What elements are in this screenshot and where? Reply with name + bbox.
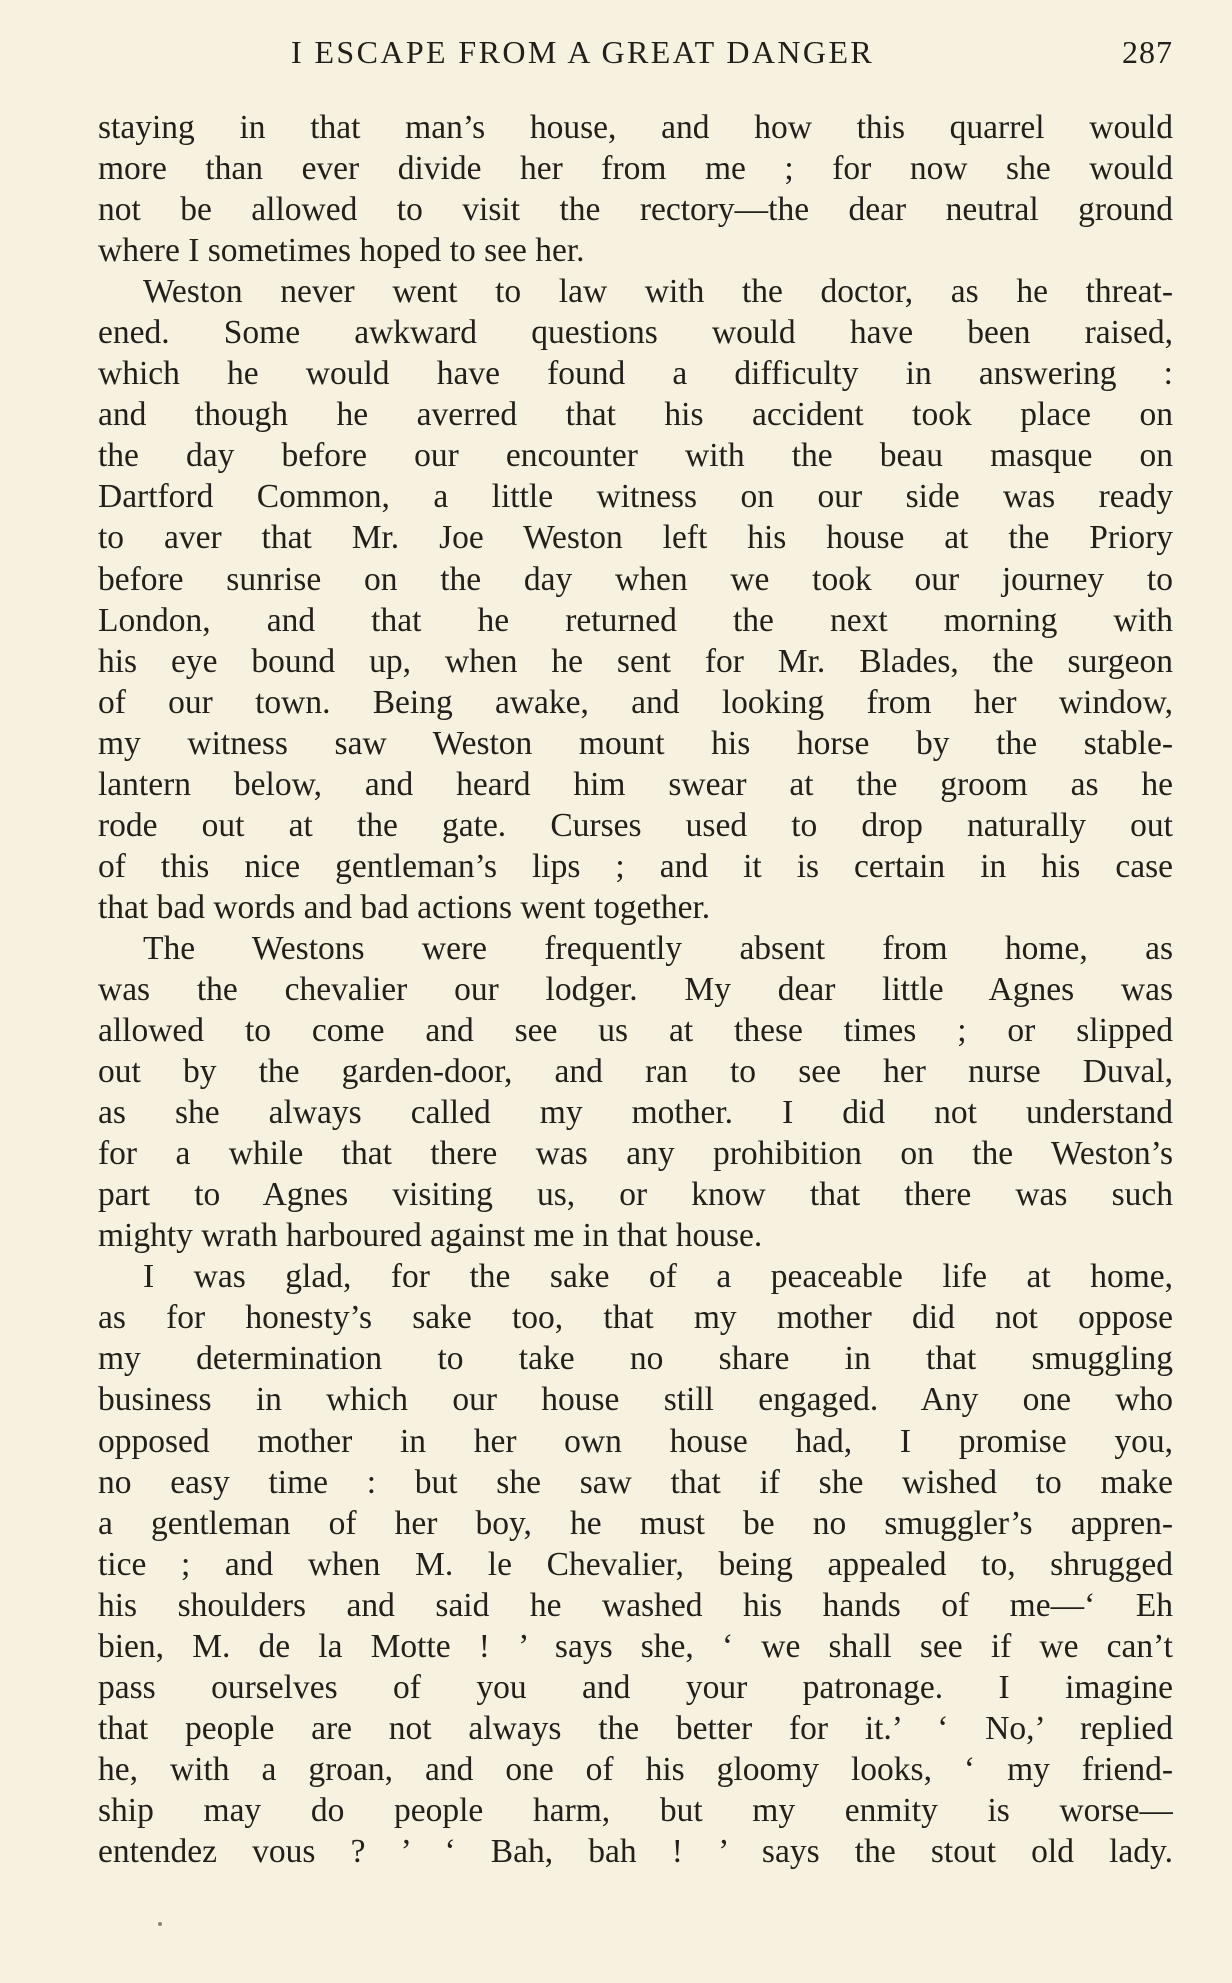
text-line: business in which our house still engaged. Any one who [98, 1381, 1173, 1419]
text-line: more than ever divide her from me ; for now she would [98, 150, 1173, 188]
text-line: I was glad, for the sake of a peaceable life at home, [143, 1258, 1173, 1296]
text-line: was the chevalier our lodger. My dear little Agnes was [98, 970, 1173, 1008]
text-line: of our town. Being awake, and looking from her window, [98, 683, 1173, 721]
text-line: for a while that there was any prohibition on the Weston’s [98, 1135, 1173, 1173]
text-line: his shoulders and said he washed his hands of me—‘ Eh [98, 1586, 1173, 1624]
text-line: lantern below, and heard him swear at the groom as he [98, 765, 1173, 803]
text-line: which he would have found a difficulty in answering : [98, 355, 1173, 393]
text-line: Weston never went to law with the doctor, as he threat- [143, 273, 1173, 311]
text-line: and though he averred that his accident took place on [98, 396, 1173, 434]
running-head [98, 0, 1173, 92]
text-line: bien, M. de la Motte ! ’ says she, ‘ we shall see if we can’t [98, 1627, 1173, 1665]
text-line: that bad words and bad actions went together. [98, 888, 711, 926]
body-text [98, 107, 1173, 1872]
page-number: 287 [1122, 34, 1173, 70]
text-line: as for honesty’s sake too, that my mother did not oppose [98, 1299, 1173, 1337]
text-line: pass ourselves of you and your patronage. I imagine [98, 1668, 1173, 1706]
text-line: part to Agnes visiting us, or know that there was such [98, 1176, 1173, 1214]
text-line: London, and that he returned the next morning with [98, 601, 1173, 639]
text-line: his eye bound up, when he sent for Mr. Blades, the surgeon [98, 642, 1173, 680]
text-line: of this nice gentleman’s lips ; and it is certain in his case [98, 847, 1173, 885]
text-line: before sunrise on the day when we took our journey to [98, 560, 1173, 598]
text-line: tice ; and when M. le Chevalier, being appealed to, shrugged [98, 1545, 1173, 1583]
text-line: opposed mother in her own house had, I promise you, [98, 1422, 1173, 1460]
text-line: mighty wrath harboured against me in that house. [98, 1217, 763, 1255]
text-line: out by the garden-door, and ran to see her nurse Duval, [98, 1053, 1173, 1091]
paper-speck [158, 1922, 162, 1926]
text-line: he, with a groan, and one of his gloomy looks, ‘ my friend- [98, 1750, 1173, 1788]
text-line: as she always called my mother. I did not understand [98, 1094, 1173, 1132]
text-line: to aver that Mr. Joe Weston left his house at the Priory [98, 519, 1173, 557]
text-line: staying in that man’s house, and how this quarrel would [98, 109, 1173, 146]
text-line: my witness saw Weston mount his horse by the stable- [98, 724, 1173, 762]
text-line: a gentleman of her boy, he must be no smuggler’s appren- [98, 1504, 1173, 1542]
text-line: allowed to come and see us at these times ; or slipped [98, 1012, 1173, 1050]
text-line: not be allowed to visit the rectory—the dear neutral ground [98, 191, 1173, 229]
text-line: where I sometimes hoped to see her. [98, 232, 585, 270]
text-line: Dartford Common, a little witness on our side was ready [98, 478, 1173, 516]
text-line: no easy time : but she saw that if she wished to make [98, 1463, 1173, 1501]
chapter-title: I ESCAPE FROM A GREAT DANGER [291, 34, 875, 70]
text-line: my determination to take no share in that smuggling [98, 1340, 1173, 1378]
text-line: entendez vous ? ’ ‘ Bah, bah ! ’ says the stout old lady. [98, 1832, 1173, 1870]
book-page [98, 0, 1173, 1870]
text-line: The Westons were frequently absent from home, as [143, 929, 1173, 967]
text-line: that people are not always the better for it.’ ‘ No,’ replied [98, 1709, 1173, 1747]
text-line: the day before our encounter with the beau masque on [98, 437, 1173, 475]
text-line: ened. Some awkward questions would have been raised, [98, 314, 1173, 352]
text-line: rode out at the gate. Curses used to drop naturally out [98, 806, 1173, 844]
text-line: ship may do people harm, but my enmity is worse— [98, 1791, 1173, 1829]
